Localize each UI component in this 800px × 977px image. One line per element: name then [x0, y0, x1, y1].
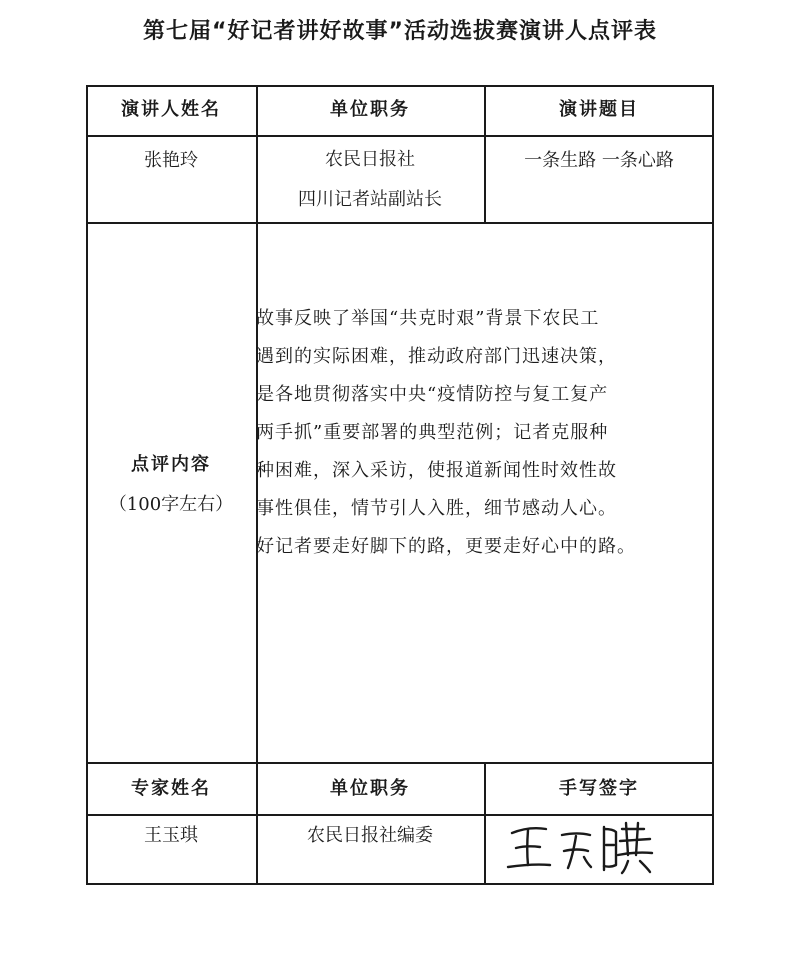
expert-unit-header: 单位职务	[330, 778, 410, 799]
speaker-topic: 一条生路 一条心路	[524, 150, 674, 171]
speaker-topic-header: 演讲题目	[559, 99, 639, 120]
review-line: 事性俱佳，情节引人入胜，细节感动人心。	[256, 498, 617, 519]
handwritten-signature	[500, 815, 660, 880]
expert-sign-header: 手写签字	[559, 778, 639, 799]
review-line: 种困难，深入采访，使报道新闻性时效性故	[256, 460, 617, 481]
row-divider	[86, 222, 714, 224]
review-line: 好记者要走好脚下的路，更要走好心中的路。	[256, 536, 636, 557]
review-line: 遇到的实际困难，推动政府部门迅速决策，	[256, 346, 617, 367]
review-label-cell	[86, 440, 256, 530]
expert-unit: 农民日报社编委	[307, 825, 433, 846]
form-title: 第七届“好记者讲好故事”活动选拔赛演讲人点评表	[143, 19, 657, 44]
speaker-unit	[256, 137, 484, 222]
review-note: （100字左右）	[108, 494, 234, 515]
speaker-name: 张艳玲	[144, 150, 198, 171]
speaker-unit-line1: 农民日报社	[325, 148, 415, 170]
expert-name: 王玉琪	[144, 825, 198, 846]
speaker-unit-line2: 四川记者站副站长	[298, 188, 442, 210]
review-line: 两手抓”重要部署的典型范例；记者克服种	[256, 422, 609, 443]
review-line: 故事反映了举国“共克时艰”背景下农民工	[256, 308, 600, 329]
expert-name-header: 专家姓名	[131, 778, 211, 799]
speaker-name-header: 演讲人姓名	[121, 99, 221, 120]
review-line: 是各地贯彻落实中央“疫情防控与复工复产	[256, 384, 609, 405]
review-label: 点评内容	[131, 454, 211, 475]
speaker-unit-header: 单位职务	[330, 99, 410, 120]
review-comment	[256, 300, 706, 566]
